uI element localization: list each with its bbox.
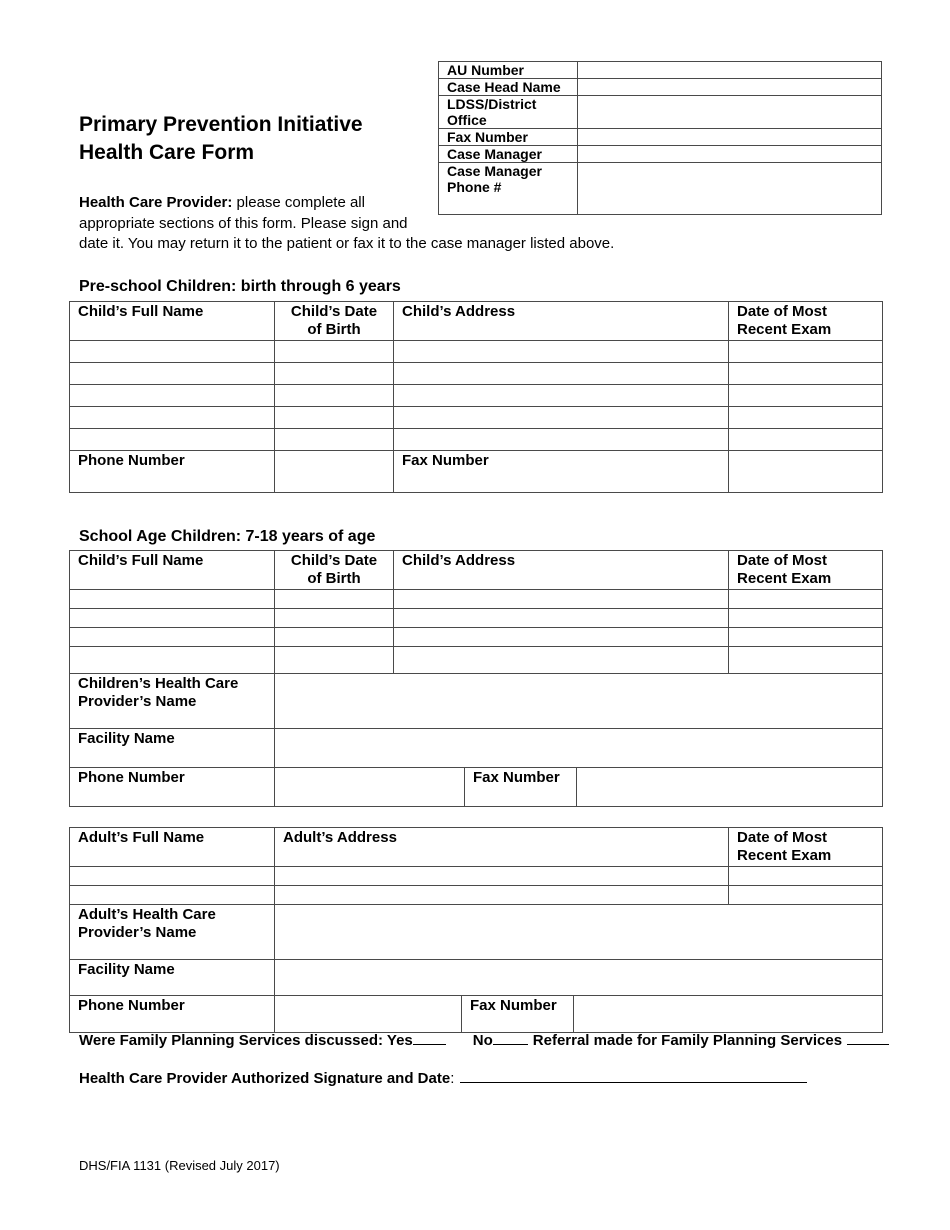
preschool-phone-field[interactable] bbox=[275, 451, 394, 493]
signature-blank[interactable] bbox=[460, 1069, 807, 1083]
case-head-name-label: Case Head Name bbox=[439, 79, 578, 96]
school-phone-label: Phone Number bbox=[70, 768, 275, 807]
adult-provider-label bbox=[70, 905, 275, 960]
child-dob-cell[interactable] bbox=[275, 407, 394, 429]
family-planning-line bbox=[79, 1031, 889, 1049]
school-fax-field[interactable] bbox=[577, 768, 883, 807]
adult-address-cell[interactable] bbox=[275, 886, 729, 905]
exam-date-cell[interactable] bbox=[729, 590, 883, 609]
intro-line-3: date it. You may return it to the patient or fax it to the case manager listed above. bbox=[79, 235, 615, 252]
school-col-exam-line-2: Recent Exam bbox=[737, 570, 832, 587]
table-row bbox=[70, 407, 883, 429]
au-number-label: AU Number bbox=[439, 62, 578, 79]
exam-date-cell[interactable] bbox=[729, 429, 883, 451]
school-provider-label-line-1: Children’s Health Care bbox=[78, 675, 239, 692]
intro-line-2: appropriate sections of this form. Please sign and bbox=[79, 214, 408, 232]
school-col-address: Child’s Address bbox=[394, 551, 729, 590]
child-dob-cell[interactable] bbox=[275, 628, 394, 647]
au-number-field[interactable] bbox=[578, 62, 882, 79]
child-dob-cell[interactable] bbox=[275, 647, 394, 674]
child-dob-cell[interactable] bbox=[275, 609, 394, 628]
adult-name-cell[interactable] bbox=[70, 886, 275, 905]
child-name-cell[interactable] bbox=[70, 341, 275, 363]
adult-provider-label-line-1: Adult’s Health Care bbox=[78, 906, 216, 923]
intro-line-1-text: please complete all bbox=[232, 194, 365, 211]
family-planning-no-blank[interactable] bbox=[493, 1031, 528, 1045]
school-provider-label-line-2: Provider’s Name bbox=[78, 693, 197, 710]
adult-fax-field[interactable] bbox=[574, 996, 883, 1033]
preschool-col-dob-line-1: Child’s Date bbox=[290, 303, 378, 320]
family-planning-yes-blank[interactable] bbox=[413, 1031, 446, 1045]
preschool-col-exam bbox=[729, 302, 883, 341]
child-name-cell[interactable] bbox=[70, 609, 275, 628]
school-col-dob bbox=[275, 551, 394, 590]
ldss-office-label-line-1: LDSS/District bbox=[447, 96, 537, 112]
school-fax-label: Fax Number bbox=[465, 768, 577, 807]
signature-label: Health Care Provider Authorized Signature and Date bbox=[79, 1070, 451, 1087]
case-manager-phone-label-line-2: Phone # bbox=[447, 179, 502, 195]
family-planning-question: Were Family Planning Services discussed: Yes bbox=[79, 1032, 413, 1049]
table-row bbox=[70, 385, 883, 407]
school-col-dob-line-2: of Birth bbox=[307, 570, 361, 587]
adult-col-exam-line-1: Date of Most bbox=[737, 829, 828, 846]
ldss-office-label bbox=[439, 96, 578, 129]
child-dob-cell[interactable] bbox=[275, 385, 394, 407]
child-dob-cell[interactable] bbox=[275, 363, 394, 385]
school-col-dob-line-1: Child’s Date bbox=[290, 552, 378, 569]
preschool-col-dob bbox=[275, 302, 394, 341]
school-col-exam bbox=[729, 551, 883, 590]
table-row bbox=[70, 429, 883, 451]
adult-col-exam bbox=[729, 828, 883, 867]
exam-date-cell[interactable] bbox=[729, 609, 883, 628]
case-manager-phone-label-line-1: Case Manager bbox=[447, 163, 542, 179]
school-age-section-title: School Age Children: 7-18 years of age bbox=[79, 528, 376, 545]
signature-line bbox=[79, 1069, 807, 1087]
case-info-table bbox=[438, 61, 882, 215]
case-manager-field[interactable] bbox=[578, 146, 882, 163]
form-title-line-1: Primary Prevention Initiative bbox=[79, 113, 363, 136]
intro-line-1 bbox=[79, 193, 679, 214]
preschool-fax-label: Fax Number bbox=[394, 451, 729, 493]
exam-date-cell[interactable] bbox=[729, 628, 883, 647]
school-provider-label bbox=[70, 674, 275, 729]
exam-date-cell[interactable] bbox=[729, 647, 883, 674]
adult-phone-label: Phone Number bbox=[70, 996, 275, 1033]
adult-address-cell[interactable] bbox=[275, 867, 729, 886]
child-address-cell[interactable] bbox=[394, 628, 729, 647]
exam-date-cell[interactable] bbox=[729, 341, 883, 363]
preschool-col-dob-line-2: of Birth bbox=[307, 321, 361, 338]
signature-colon: : bbox=[450, 1070, 455, 1087]
case-head-name-field[interactable] bbox=[578, 79, 882, 96]
child-address-cell[interactable] bbox=[394, 363, 729, 385]
child-name-cell[interactable] bbox=[70, 407, 275, 429]
school-facility-field[interactable] bbox=[275, 729, 883, 768]
adult-facility-field[interactable] bbox=[275, 960, 883, 996]
case-fax-number-label: Fax Number bbox=[439, 129, 578, 146]
table-row bbox=[70, 341, 883, 363]
exam-date-cell[interactable] bbox=[729, 363, 883, 385]
preschool-section-title: Pre-school Children: birth through 6 years bbox=[79, 278, 401, 295]
adult-provider-field[interactable] bbox=[275, 905, 883, 960]
preschool-col-exam-line-1: Date of Most bbox=[737, 303, 827, 320]
form-title bbox=[79, 111, 363, 167]
child-address-cell[interactable] bbox=[394, 385, 729, 407]
child-name-cell[interactable] bbox=[70, 647, 275, 674]
table-row bbox=[70, 867, 883, 886]
school-provider-field[interactable] bbox=[275, 674, 883, 729]
preschool-col-exam-line-2: Recent Exam bbox=[737, 321, 832, 338]
exam-date-cell[interactable] bbox=[729, 385, 883, 407]
adult-fax-label: Fax Number bbox=[462, 996, 574, 1033]
child-dob-cell[interactable] bbox=[275, 429, 394, 451]
family-planning-referral-blank[interactable] bbox=[847, 1031, 889, 1045]
child-dob-cell[interactable] bbox=[275, 341, 394, 363]
table-row bbox=[70, 363, 883, 385]
preschool-col-address: Child’s Address bbox=[394, 302, 729, 341]
table-row bbox=[70, 590, 883, 609]
case-fax-number-field[interactable] bbox=[578, 129, 882, 146]
child-address-cell[interactable] bbox=[394, 341, 729, 363]
table-row bbox=[70, 886, 883, 905]
child-address-cell[interactable] bbox=[394, 647, 729, 674]
school-col-exam-line-1: Date of Most bbox=[737, 552, 828, 569]
child-address-cell[interactable] bbox=[394, 407, 729, 429]
ldss-office-label-line-2: Office bbox=[447, 112, 487, 128]
intro-bold-label: Health Care Provider: bbox=[79, 194, 233, 211]
adult-exam-date-cell[interactable] bbox=[729, 886, 883, 905]
child-address-cell[interactable] bbox=[394, 609, 729, 628]
preschool-table bbox=[69, 301, 883, 493]
child-name-cell[interactable] bbox=[70, 429, 275, 451]
school-age-table bbox=[69, 550, 883, 807]
table-row bbox=[70, 647, 883, 674]
ldss-office-field[interactable] bbox=[578, 96, 882, 129]
preschool-phone-label: Phone Number bbox=[70, 451, 275, 493]
adult-col-address: Adult’s Address bbox=[275, 828, 729, 867]
exam-date-cell[interactable] bbox=[729, 407, 883, 429]
adult-facility-label: Facility Name bbox=[70, 960, 275, 996]
intro-text bbox=[79, 193, 679, 255]
adult-provider-label-line-2: Provider’s Name bbox=[78, 924, 197, 941]
child-name-cell[interactable] bbox=[70, 385, 275, 407]
preschool-col-name: Child’s Full Name bbox=[70, 302, 275, 341]
child-name-cell[interactable] bbox=[70, 628, 275, 647]
adult-name-cell[interactable] bbox=[70, 867, 275, 886]
preschool-fax-field[interactable] bbox=[729, 451, 883, 493]
adult-col-exam-line-2: Recent Exam bbox=[737, 847, 832, 864]
adult-phone-field[interactable] bbox=[275, 996, 462, 1033]
child-dob-cell[interactable] bbox=[275, 590, 394, 609]
table-row bbox=[70, 628, 883, 647]
child-address-cell[interactable] bbox=[394, 590, 729, 609]
form-number-footer: DHS/FIA 1131 (Revised July 2017) bbox=[79, 1158, 280, 1173]
school-phone-field[interactable] bbox=[275, 768, 465, 807]
adult-table bbox=[69, 827, 883, 1033]
adult-exam-date-cell[interactable] bbox=[729, 867, 883, 886]
form-title-line-2: Health Care Form bbox=[79, 141, 255, 164]
child-name-cell[interactable] bbox=[70, 590, 275, 609]
child-address-cell[interactable] bbox=[394, 429, 729, 451]
case-manager-label: Case Manager bbox=[439, 146, 578, 163]
school-facility-label: Facility Name bbox=[70, 729, 275, 768]
family-planning-no-label: No bbox=[472, 1032, 493, 1049]
adult-col-name: Adult’s Full Name bbox=[70, 828, 275, 867]
table-row bbox=[70, 609, 883, 628]
school-col-name: Child’s Full Name bbox=[70, 551, 275, 590]
child-name-cell[interactable] bbox=[70, 363, 275, 385]
family-planning-referral-label: Referral made for Family Planning Services bbox=[532, 1032, 843, 1049]
